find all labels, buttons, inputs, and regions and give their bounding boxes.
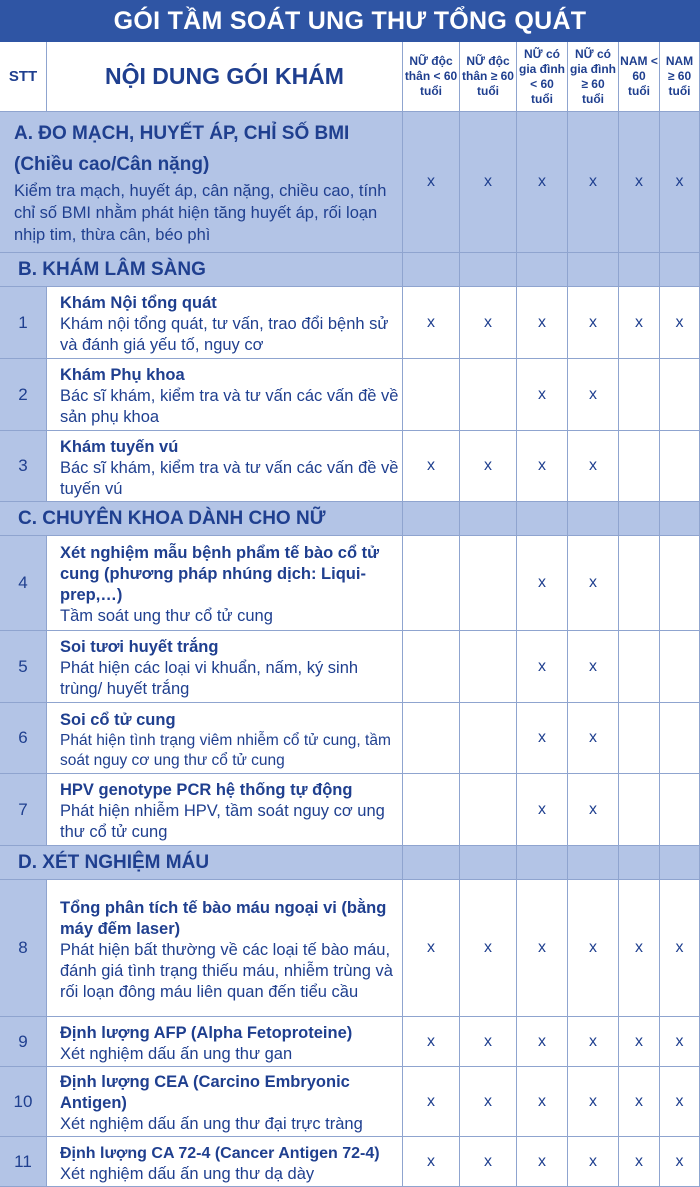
band-fill [517,846,568,880]
item-name: HPV genotype PCR hệ thống tự động [60,781,353,799]
mark-cell [460,536,517,631]
mark-cell [660,774,700,846]
mark-cell [660,359,700,431]
section-description: Kiểm tra mạch, huyết áp, cân nặng, chiều cao, tính chỉ số BMI nhằm phát hiện tăng huyết áp, rối loạn nhịp tim, thừa cân, béo phì [14,182,387,244]
item-description: Phát hiện nhiễm HPV, tầm soát nguy cơ ung thư cổ tử cung [60,802,385,841]
band-fill [660,502,700,536]
mark-cell: x [460,880,517,1017]
mark-cell: x [568,536,619,631]
mark-cell [460,703,517,774]
mark-cell: x [660,880,700,1017]
mark-cell: x [619,1137,660,1187]
band-fill [517,253,568,287]
mark-cell: x [403,1067,460,1137]
row-number: 11 [0,1137,47,1187]
table-row [0,774,700,846]
mark-cell [403,631,460,703]
row-number: 1 [0,287,47,359]
mark-cell: x [660,112,700,253]
column-header: NỮ có gia đình ≥ 60 tuổi [568,42,619,112]
content-header: NỘI DUNG GÓI KHÁM [47,42,403,112]
column-header: NAM < 60 tuổi [619,42,660,112]
table-row [0,880,700,1017]
mark-cell: x [568,1067,619,1137]
mark-cell: x [568,359,619,431]
row-content [47,631,403,703]
mark-cell: x [517,112,568,253]
mark-cell [619,359,660,431]
item-description: Xét nghiệm dấu ấn ung thư đại trực tràng [60,1115,363,1133]
item-name: Khám Nội tổng quát [60,294,217,312]
table-row [0,703,700,774]
item-name: Soi tươi huyết trắng [60,638,219,656]
column-header: NỮ có gia đình < 60 tuổi [517,42,568,112]
band-fill [568,253,619,287]
section-title: C. CHUYÊN KHOA DÀNH CHO NỮ [0,502,403,536]
band-fill [619,502,660,536]
item-description: Phát hiện các loại vi khuẩn, nấm, ký sinh trùng/ huyết trắng [60,659,359,698]
mark-cell: x [568,880,619,1017]
item-description: Bác sĩ khám, kiểm tra và tư vấn các vấn đề về tuyến vú [60,458,399,498]
mark-cell: x [460,431,517,502]
band-fill [660,253,700,287]
page-title: GÓI TẦM SOÁT UNG THƯ TỔNG QUÁT [0,0,700,42]
mark-cell: x [460,287,517,359]
section-a-content [0,112,403,253]
band-fill [460,253,517,287]
mark-cell: x [517,431,568,502]
mark-cell [619,431,660,502]
mark-cell: x [619,1017,660,1067]
table-row [0,359,700,431]
mark-cell: x [403,880,460,1017]
band-fill [460,502,517,536]
row-number: 4 [0,536,47,631]
row-content [47,287,403,359]
table-header [0,42,700,112]
row-content [47,431,403,502]
mark-cell [619,631,660,703]
mark-cell [460,359,517,431]
band-fill [568,502,619,536]
item-description: Phát hiện tình trạng viêm nhiễm cổ tử cung, tầm soát nguy cơ ung thư cổ tử cung [60,731,391,769]
mark-cell [619,703,660,774]
row-content [47,1017,403,1067]
table-row [0,1017,700,1067]
mark-cell: x [517,287,568,359]
mark-cell [660,631,700,703]
row-content [47,703,403,774]
row-number: 10 [0,1067,47,1137]
mark-cell: x [568,112,619,253]
mark-cell [403,703,460,774]
row-number: 7 [0,774,47,846]
item-name: Xét nghiệm mẫu bệnh phẩm tế bào cổ tử cung (phương pháp nhúng dịch: Liqui-prep,…) [60,544,380,604]
mark-cell [660,536,700,631]
mark-cell: x [619,1067,660,1137]
row-content [47,536,403,631]
item-description: Xét nghiệm dấu ấn ung thư gan [60,1044,293,1063]
mark-cell: x [403,431,460,502]
mark-cell [403,359,460,431]
mark-cell: x [619,880,660,1017]
table-row [0,1137,700,1187]
mark-cell: x [517,880,568,1017]
mark-cell: x [660,1137,700,1187]
mark-cell: x [517,703,568,774]
band-fill [517,502,568,536]
item-description: Tầm soát ung thư cổ tử cung [60,607,273,625]
item-description: Phát hiện bất thường về các loại tế bào máu, đánh giá tình trạng thiếu máu, nhiễm trùng và rối loạn đông máu liên quan đến tiểu cầu [60,940,393,1001]
mark-cell: x [660,1017,700,1067]
row-number: 9 [0,1017,47,1067]
column-header: NỮ độc thân ≥ 60 tuổi [460,42,517,112]
mark-cell: x [517,631,568,703]
table-row [0,631,700,703]
row-number: 3 [0,431,47,502]
mark-cell: x [403,1137,460,1187]
mark-cell [619,536,660,631]
mark-cell [660,431,700,502]
mark-cell [403,536,460,631]
band-fill [619,846,660,880]
mark-cell: x [660,287,700,359]
band-fill [568,846,619,880]
mark-cell: x [568,1017,619,1067]
mark-cell: x [460,1137,517,1187]
mark-cell: x [517,536,568,631]
item-name: Định lượng CEA (Carcino Embryonic Antigen) [60,1073,350,1112]
item-description: Xét nghiệm dấu ấn ung thư dạ dày [60,1164,315,1183]
mark-cell [460,631,517,703]
table-row [0,431,700,502]
mark-cell: x [660,1067,700,1137]
band-fill [403,846,460,880]
section-a-row [0,112,700,253]
table-row [0,287,700,359]
item-name: Khám tuyến vú [60,437,179,456]
item-name: Định lượng CA 72-4 (Cancer Antigen 72-4) [60,1144,380,1162]
mark-cell: x [517,359,568,431]
mark-cell: x [517,1017,568,1067]
section-c-band [0,502,700,536]
mark-cell [460,774,517,846]
mark-cell: x [517,1067,568,1137]
mark-cell [619,774,660,846]
mark-cell: x [568,431,619,502]
column-header: NỮ độc thân < 60 tuổi [403,42,460,112]
row-content [47,1137,403,1187]
table-row [0,536,700,631]
mark-cell: x [403,287,460,359]
mark-cell: x [517,774,568,846]
item-name: Tổng phân tích tế bào máu ngoại vi (bằng máy đếm laser) [60,898,387,938]
mark-cell: x [619,287,660,359]
package-table [0,42,700,1187]
mark-cell: x [568,774,619,846]
mark-cell: x [568,1137,619,1187]
band-fill [403,253,460,287]
band-fill [660,846,700,880]
row-number: 6 [0,703,47,774]
section-b-band [0,253,700,287]
row-content [47,1067,403,1137]
mark-cell: x [619,112,660,253]
section-title: D. XÉT NGHIỆM MÁU [0,846,403,880]
stt-header: STT [0,42,47,112]
row-content [47,359,403,431]
mark-cell: x [460,112,517,253]
item-description: Bác sĩ khám, kiểm tra và tư vấn các vấn đề về sản phụ khoa [60,387,399,426]
mark-cell: x [517,1137,568,1187]
mark-cell: x [568,287,619,359]
row-number: 5 [0,631,47,703]
section-title: B. KHÁM LÂM SÀNG [0,253,403,287]
item-name: Khám Phụ khoa [60,366,185,384]
item-name: Soi cổ tử cung [60,710,176,729]
band-fill [619,253,660,287]
band-fill [403,502,460,536]
section-d-band [0,846,700,880]
mark-cell: x [403,112,460,253]
table-row [0,1067,700,1137]
row-number: 8 [0,880,47,1017]
mark-cell: x [460,1067,517,1137]
row-number: 2 [0,359,47,431]
mark-cell [660,703,700,774]
column-header: NAM ≥ 60 tuổi [660,42,700,112]
band-fill [460,846,517,880]
item-name: Định lượng AFP (Alpha Fetoproteine) [60,1023,353,1042]
mark-cell: x [460,1017,517,1067]
mark-cell: x [568,631,619,703]
mark-cell [403,774,460,846]
mark-cell: x [403,1017,460,1067]
item-description: Khám nội tổng quát, tư vấn, trao đổi bệnh sử và đánh giá yếu tố, nguy cơ [60,315,389,354]
row-content [47,774,403,846]
mark-cell: x [568,703,619,774]
section-title: A. ĐO MẠCH, HUYẾT ÁP, CHỈ SỐ BMI (Chiều cao/Cân nặng) [14,123,350,175]
row-content [47,880,403,1017]
